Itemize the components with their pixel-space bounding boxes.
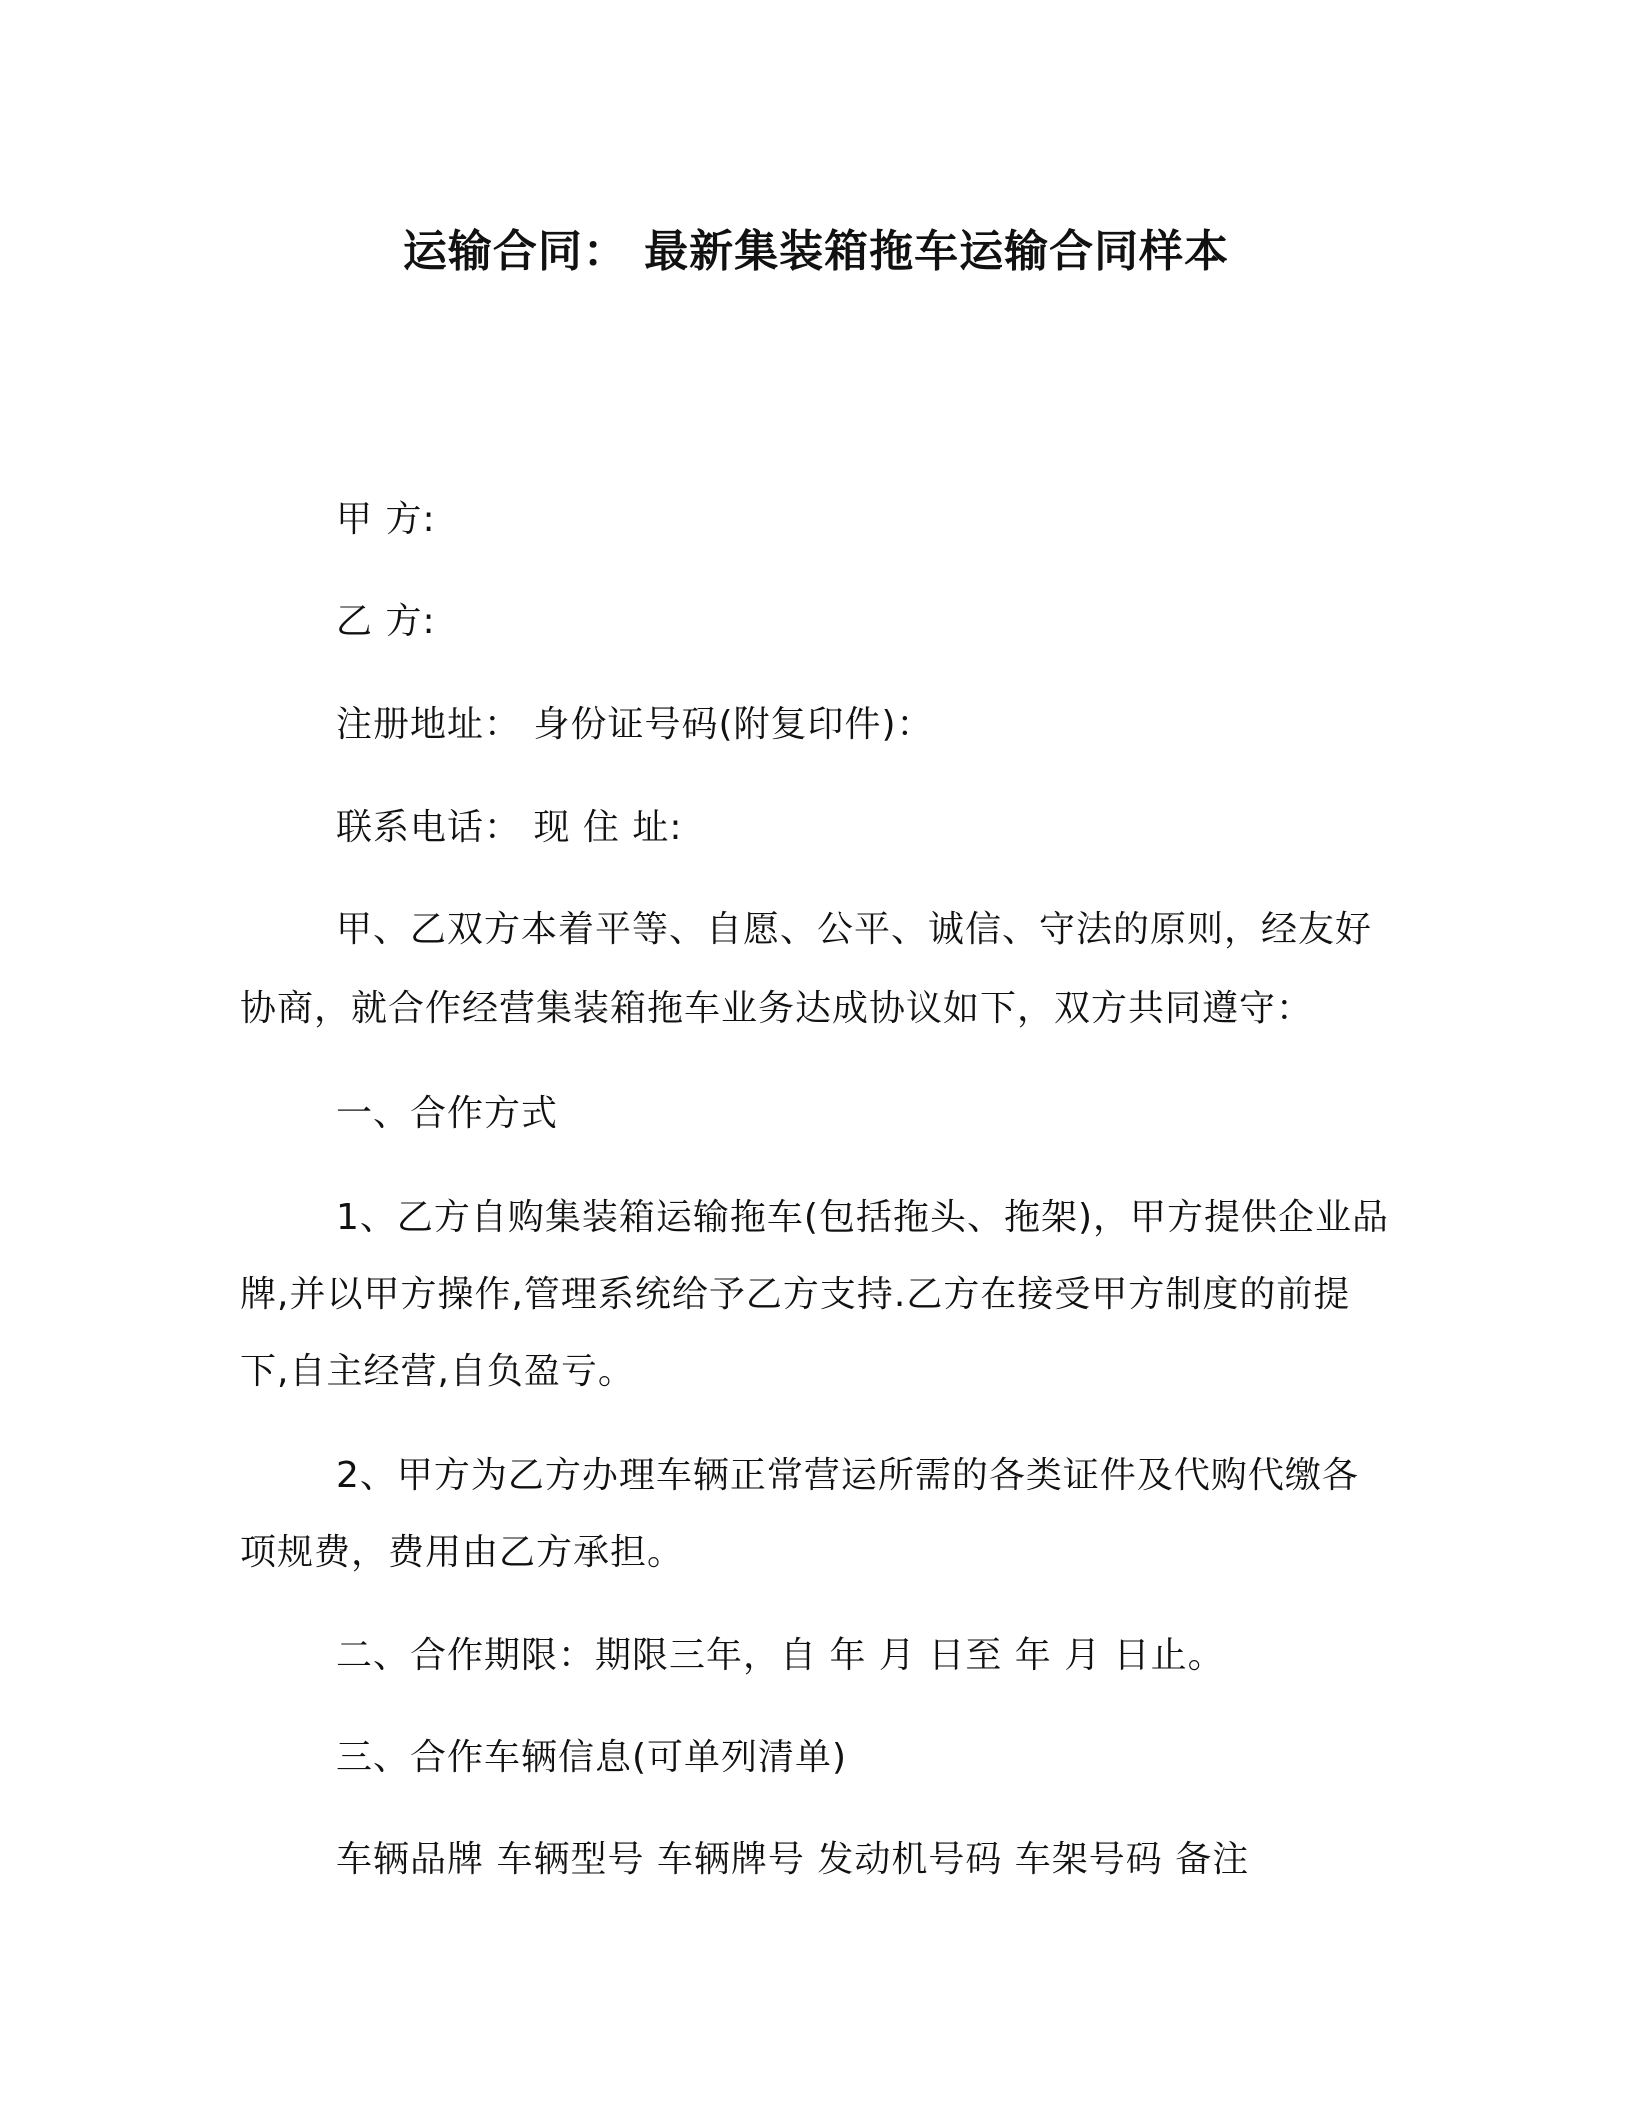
preamble-line-2: 协商，就合作经营集装箱拖车业务达成协议如下，双方共同遵守： bbox=[240, 988, 1314, 1029]
party-a-line: 甲 方: bbox=[336, 499, 436, 540]
clause-2-line-2: 项规费，费用由乙方承担。 bbox=[240, 1532, 685, 1573]
clause-1-line-2: 牌,并以甲方操作,管理系统给予乙方支持.乙方在接受甲方制度的前提 bbox=[240, 1274, 1351, 1315]
section-3-heading: 三、合作车辆信息(可单列清单) bbox=[336, 1737, 848, 1778]
section-2-term: 二、合作期限：期限三年，自 年 月 日至 年 月 日止。 bbox=[336, 1635, 1225, 1676]
clause-2-line-1: 2、甲方为乙方办理车辆正常营运所需的各类证件及代购代缴各 bbox=[336, 1455, 1359, 1496]
party-b-line: 乙 方: bbox=[336, 601, 436, 642]
preamble-line-1: 甲、乙双方本着平等、自愿、公平、诚信、守法的原则，经友好 bbox=[336, 909, 1373, 950]
clause-1-line-1: 1、乙方自购集装箱运输拖车(包括拖头、拖架)，甲方提供企业品 bbox=[336, 1197, 1389, 1238]
address-id-line: 注册地址： 身份证号码(附复印件)： bbox=[336, 704, 934, 745]
section-1-heading: 一、合作方式 bbox=[336, 1093, 559, 1134]
phone-residence-line: 联系电话： 现 住 址: bbox=[336, 807, 683, 848]
clause-1-line-3: 下,自主经营,自负盈亏。 bbox=[240, 1351, 635, 1392]
vehicle-fields-row: 车辆品牌 车辆型号 车辆牌号 发动机号码 车架号码 备注 bbox=[336, 1839, 1250, 1880]
document-title: 运输合同： 最新集装箱拖车运输合同样本 bbox=[402, 226, 1230, 277]
